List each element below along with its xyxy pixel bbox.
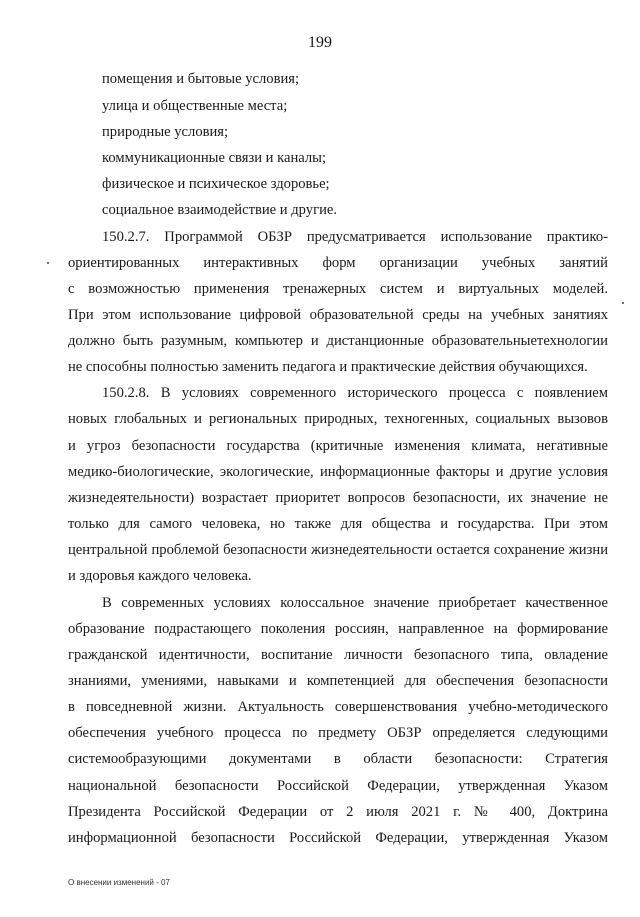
paragraph-line: медико-биологические, экологические, информационные факторы и другие условия [68,464,608,480]
paragraph-line: национальной безопасности Российской Федерации, утвержденная Указом [68,778,608,794]
paragraph-line: жизнедеятельности) возрастает приоритет вопросов безопасности, их значение не [68,490,608,506]
paragraph-line: и здоровья каждого человека. [68,568,252,584]
paragraph-line: гражданской идентичности, воспитание личности безопасного типа, овладение [68,647,608,663]
paragraph-line: ориентированных интерактивных форм организации учебных занятий [68,255,608,271]
paragraph-line: только для самого человека, но также для общества и государства. При этом [68,516,608,532]
paragraph-line: знаниями, умениями, навыками и компетенцией для обеспечения безопасности [68,673,608,689]
paragraph-line: Президента Российской Федерации от 2 июля 2021 г. № 400, Доктрина [68,804,608,820]
paragraph-line: в повседневной жизни. Актуальность совершенствования учебно-методического [68,699,608,715]
scan-speck [47,262,49,264]
list-item: физическое и психическое здоровье; [102,176,330,192]
paragraph-line: обеспечения учебного процесса по предмету ОБЗР определяется следующими [68,725,608,741]
list-item: социальное взаимодействие и другие. [102,202,338,218]
paragraph-line: должно быть разумным, компьютер и дистанционные образовательныетехнологии [68,333,608,349]
paragraph-line: В современных условиях колоссальное значение приобретает качественное [102,595,608,611]
footer-note: О внесении изменений - 07 [68,878,170,887]
list-item: улица и общественные места; [102,98,288,114]
page-number: 199 [308,34,332,51]
paragraph-line: 150.2.7. Программой ОБЗР предусматривается использование практико- [102,229,608,245]
paragraph-line: образование подрастающего поколения россиян, направленное на формирование [68,621,608,637]
paragraph-line: 150.2.8. В условиях современного исторического процесса с появлением [102,385,608,401]
list-item: помещения и бытовые условия; [102,71,300,87]
scan-speck [622,302,624,304]
list-item: природные условия; [102,124,229,140]
paragraph-line: не способны полностью заменить педагога и практические действия обучающихся. [68,359,588,375]
paragraph-line: информационной безопасности Российской Федерации, утвержденная Указом [68,830,608,846]
paragraph-line: При этом использование цифровой образовательной среды на учебных занятиях [68,307,608,323]
list-item: коммуникационные связи и каналы; [102,150,327,166]
paragraph-line: центральной проблемой безопасности жизнедеятельности остается сохранение жизни [68,542,608,558]
paragraph-line: системообразующими документами в области безопасности: Стратегия [68,751,608,767]
paragraph-line: новых глобальных и региональных природных, техногенных, социальных вызовов [68,411,608,427]
paragraph-line: и угроз безопасности государства (критичные изменения климата, негативные [68,438,608,454]
paragraph-line: с возможностью применения тренажерных систем и виртуальных моделей. [68,281,608,297]
